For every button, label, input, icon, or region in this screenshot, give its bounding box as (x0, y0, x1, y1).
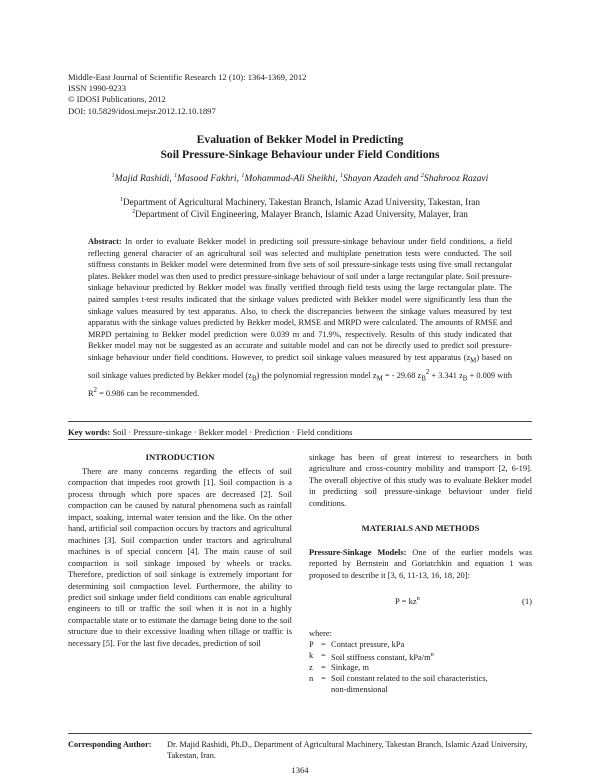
journal-citation: Middle-East Journal of Scientific Research 12 (10): 1364-1369, 2012 (68, 72, 307, 82)
copyright: © IDOSI Publications, 2012 (68, 94, 166, 105)
affil-text: Department of Civil Engineering, Malayer Branch, Islamic Azad University, Malayer, Iran (135, 209, 468, 219)
author-name: Majid Rashidi, (114, 173, 175, 184)
doi: DOI: 10.5829/idosi.mejsr.2012.12.10.1897 (68, 105, 216, 116)
equation-body (395, 596, 420, 606)
divider (68, 439, 532, 440)
definition-symbol: n (309, 672, 314, 683)
definition-symbol: P (309, 639, 314, 650)
methods-paragraph (309, 547, 532, 581)
definition-text: Contact pressure, kPa (331, 639, 405, 650)
definition-row (309, 662, 532, 673)
paper-title (60, 132, 540, 162)
divider (68, 421, 532, 422)
definition-row (309, 673, 532, 684)
subscript: B (462, 375, 468, 383)
abstract-text: + 3.341 z (429, 370, 463, 380)
subscript: B (251, 375, 257, 383)
subscript: M (376, 375, 383, 383)
page-number: 1364 (291, 765, 309, 775)
author-affil-mark: 1 (340, 172, 343, 179)
author-affil-mark: 1 (241, 172, 245, 179)
title-line-1: Evaluation of Bekker Model in Predicting (196, 133, 404, 146)
definition-equals: = (321, 672, 326, 683)
introduction-text: There are many concerns regarding the effects of soil compaction that impedes root growth [1]. Soil compaction is a process through which pore spaces are decreased [2]. Soil compaction can be caused by natural phenomena such as rainfall impact, soaking, internal water tension and the like. On the other hand, artificial soil compaction occurs by tractors and agricultural machines [3]. Soil compaction under tractors and agricultural machines is of special concern [4]. The main cause of soil compaction is soil sinkage imposed by wheels or tracks. Therefore, prediction of soil sinkage is extremely important for determining soil compaction level. Furthermore, the ability to predict soil sinkage under field conditions can enable agricultural engineers to till or traffic the soil when it is not in a highly compactable state or to estimate the damage being done to the soil structure due to their excessive loading when tillage or traffic is necessary [5]. For the last five decades, prediction of soil (68, 466, 292, 648)
definition-equals: = (321, 639, 326, 650)
definition-row (309, 650, 532, 661)
subscript: B (421, 375, 426, 383)
author-name: Shayan Azadeh and (343, 173, 421, 184)
abstract-text: In order to evaluate Bekker model in predicting soil pressure-sinkage behaviour under field conditions, a field reflecting general character of an agricultural soil was selected and multiplate penetration tests were conducted. The soil stiffness constants in Bekker model were determined from five sets of soil pressure-sinkage tests using five small rectangular plates. Bekker model was then used to predict pressure-sinkage behaviour of soil under a large rectangular plate. Soil pressure-sinkage behaviour predicted by Bekker model was finally verified through field tests using the large rectangular plate. The paired samples t-test results indicated that the sinkage values predicted with Bekker model were significantly less than the sinkage values measured by test apparatus. Also, to check the discrepancies between the sinkage values measured by test apparatus with the sinkage values predicted by Bekker model, RMSE and MRPD were calculated. The amounts of RMSE and MRPD pertaining to Bekker model prediction were 0.039 m and 71.9%, respectively. Results of this study indicated that Bekker model may not be suggested as an accurate and suitable model and can not be directly used to predict soil pressure-sinkage behaviour under field conditions. However, to predict soil sinkage values measured by test apparatus (z (88, 237, 512, 362)
definition-row (309, 684, 532, 695)
definition-text: Sinkage, m (331, 661, 369, 672)
definition-row (309, 639, 532, 650)
introduction-heading: INTRODUCTION (145, 452, 215, 462)
author-affil-mark: 1 (111, 172, 115, 179)
issn: ISSN 1990-9233 (68, 83, 127, 94)
abstract (88, 236, 512, 400)
affiliation-2 (60, 208, 540, 220)
abstract-text: ) based on soil sinkage values predicted by Bekker model (z (88, 352, 512, 380)
author-list (60, 173, 540, 184)
methods-text: One of the earlier models was reported by Bernstein and Goriatchkin and equation 1 was proposed to describe it [3, 6, 11-13, 16, 18, 20]: (309, 547, 532, 580)
author-name: Shahrooz Razavi (423, 173, 489, 184)
superscript: n (430, 652, 434, 659)
abstract-text: = - 29.68 z (382, 370, 422, 380)
methods-heading: MATERIALS AND METHODS (361, 523, 480, 533)
where-label: where: (309, 628, 332, 638)
definition-symbol: k (309, 650, 314, 661)
equation-lhs: P = kz (395, 596, 417, 606)
corresponding-author-text: Dr. Majid Rashidi, Ph.D., Department of Agricultural Machinery, Takestan Branch, Islamic Azad University, Takestan, Iran. (167, 740, 528, 760)
superscript: 2 (93, 387, 97, 395)
author-affil-mark: 2 (420, 172, 424, 179)
definition-equals: = (321, 661, 326, 672)
abstract-text: + 0.009 with R (88, 370, 512, 398)
affil-mark: 1 (120, 196, 124, 203)
author-name: Mohammad-Ali Sheikhi, (244, 173, 340, 184)
journal-header (68, 72, 306, 117)
keywords-text: Soil · Pressure-sinkage · Bekker model · Prediction · Field conditions (110, 427, 353, 437)
definition-equals: = (321, 650, 326, 661)
methods-subheading: Pressure-Sinkage Models: (309, 547, 407, 557)
corresponding-author-label: Corresponding Author: (68, 740, 152, 749)
introduction-continued: sinkage has been of great interest to researchers in both agriculture and cross-country mobility and transport [2, 6-19]. The overall objective of this study was to evaluate Bekker model in predicting soil pressure-sinkage behaviour under field conditions. (309, 452, 532, 508)
definition-text: non-dimensional (331, 683, 388, 694)
keywords (68, 427, 353, 437)
affil-text: Department of Agricultural Machinery, Takestan Branch, Islamic Azad University, Takestan, Iran (123, 197, 480, 207)
author-name: Masood Fakhri, (177, 173, 242, 184)
abstract-label: Abstract: (88, 237, 122, 246)
author-affil-mark: 1 (174, 172, 178, 179)
title-line-2: Soil Pressure-Sinkage Behaviour under Field Conditions (160, 148, 440, 161)
definition-text-main: Soil stiffness constant, kPa/m (331, 652, 431, 663)
affiliation-1 (60, 196, 540, 208)
keywords-label: Key words: (68, 427, 111, 437)
affil-mark: 2 (132, 208, 136, 215)
abstract-text: = 0.986 can be recommended. (97, 388, 200, 398)
subscript: M (470, 357, 477, 365)
superscript: 2 (425, 369, 430, 377)
equation-number: (1) (521, 596, 532, 606)
variable-definitions (309, 628, 532, 695)
footer-divider (68, 733, 532, 734)
definition-text: Soil constant related to the soil characteristics, (331, 672, 488, 683)
definition-symbol: z (309, 661, 313, 672)
abstract-text: ) the polynomial regression model z (256, 370, 377, 380)
equation-exponent: n (416, 596, 420, 603)
